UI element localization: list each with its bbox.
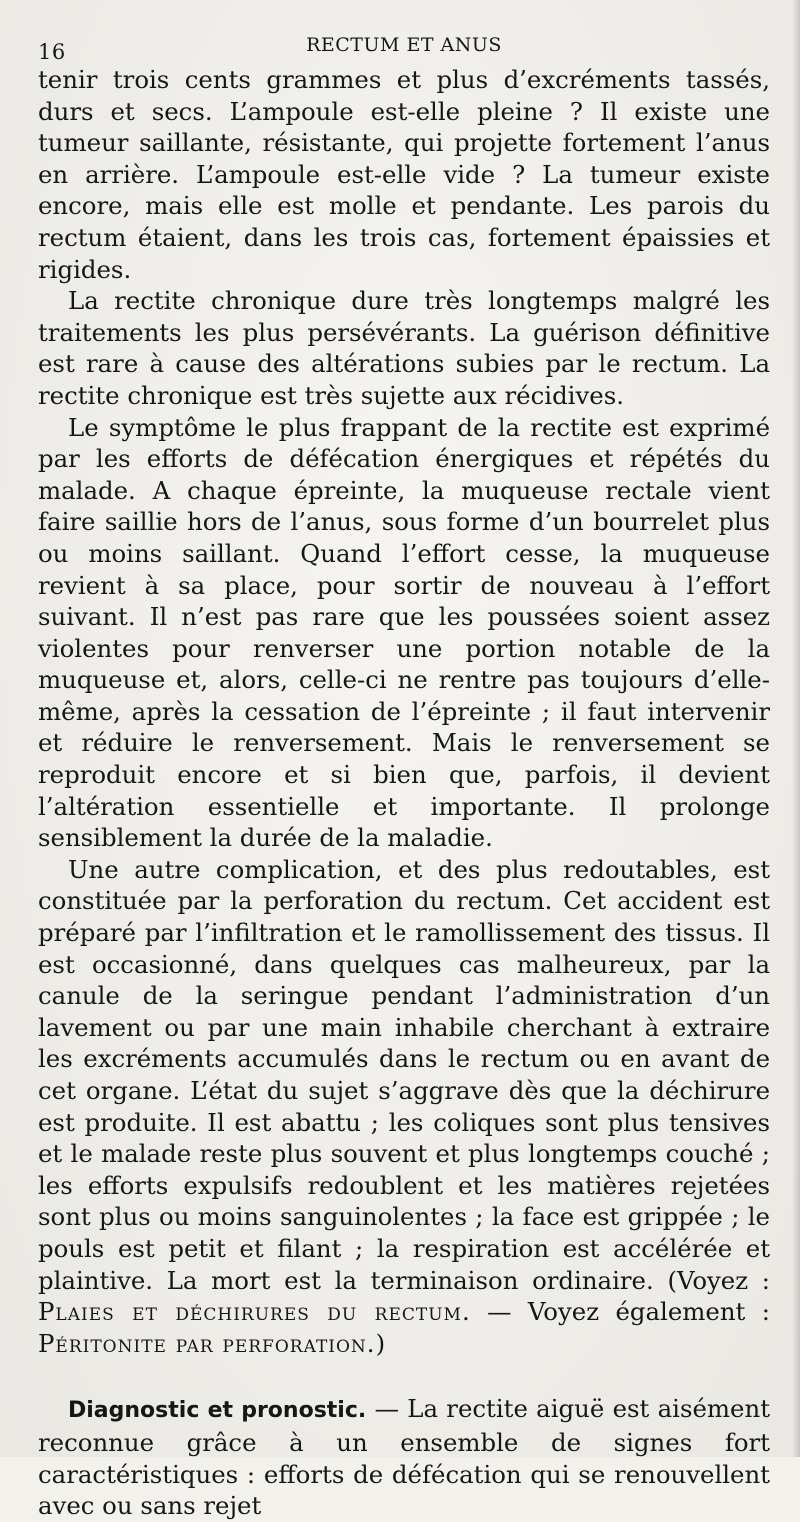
page-number: 16 [38, 40, 66, 64]
section-heading-diagnostic: Diagnostic et pronostic. [68, 1398, 367, 1424]
paragraph-continuation: tenir trois cents grammes et plus d’excréments tassés, durs et secs. L’ampoule est-elle pleine ? Il existe une tumeur saillante, résistante, qui projette fortement l’anus en arrière. L’ampoule est-elle vide ? La tumeur existe encore, mais elle est molle et pendante. Les parois du rectum étaient, dans les trois cas, fortement épaissies et rigides. [38, 65, 770, 284]
cross-reference-peritonite: Péritonite par perforation. [38, 1328, 376, 1358]
complication-text: Une autre complication, et des plus redoutables, est constituée par la perforation du rectum. Cet accident est préparé par l’infiltration et le ramollissement des tissus. Il est occasionné, dans quelques cas malheureux, par la canule de la seringue pendant l’administration d’un lavement ou par une main inhabile cherchant à extraire les excréments accumulés dans le rectum ou en avant de cet organe. L’état du sujet s’aggrave dès que la déchirure est produite. Il est abattu ; les coliques sont plus tensives et le malade reste plus souvent et plus longtemps couché ; les efforts expulsifs redoublent et les matières rejetées sont plus ou moins sanguinolentes ; la face est grippée ; le pouls est petit et filant ; la respiration est accélérée et plaintive. La mort est la terminaison ordinaire. (Voyez : [38, 854, 770, 1295]
page-edge-shadow [792, 0, 800, 1457]
cross-reference-plaies: Plaies et déchirures du rectum. [38, 1297, 471, 1327]
running-head [38, 30, 770, 64]
diagnostic-text: — La rectite aiguë est aisément reconnue grâce à un ensemble de signes fort caractéristiques : efforts de défécation qui se renouvellent avec ou sans rejet [38, 1394, 770, 1521]
paragraph-complication [38, 854, 770, 1360]
cross-reference-separator: — Voyez également : [470, 1297, 770, 1327]
closing-parenthesis: ) [375, 1328, 386, 1358]
running-title: RECTUM ET ANUS [306, 34, 502, 56]
paragraph-diagnostic [38, 1393, 770, 1521]
body-text [38, 64, 770, 1522]
paragraph-chronic-rectitis: La rectite chronique dure très longtemps malgré les traitements les plus persévérants. La guérison définitive est rare à cause des altérations subies par le rectum. La rectite chronique est très sujette aux récidives. [38, 286, 770, 410]
section-spacer [38, 1359, 770, 1393]
paragraph-symptom: Le symptôme le plus frappant de la rectite est exprimé par les efforts de défécation énergiques et répétés du malade. A chaque épreinte, la muqueuse rectale vient faire saillie hors de l’anus, sous forme d’un bourrelet plus ou moins saillant. Quand l’effort cesse, la muqueuse revient à sa place, pour sortir de nouveau à l’effort suivant. Il n’est pas rare que les poussées soient assez violentes pour renverser une portion notable de la muqueuse et, alors, celle-ci ne rentre pas toujours d’elle-même, après la cessation de l’épreinte ; il faut intervenir et réduire le renversement. Mais le renversement se reproduit encore et si bien que, parfois, il devient l’altération essentielle et importante. Il prolonge sensiblement la durée de la maladie. [38, 412, 770, 853]
